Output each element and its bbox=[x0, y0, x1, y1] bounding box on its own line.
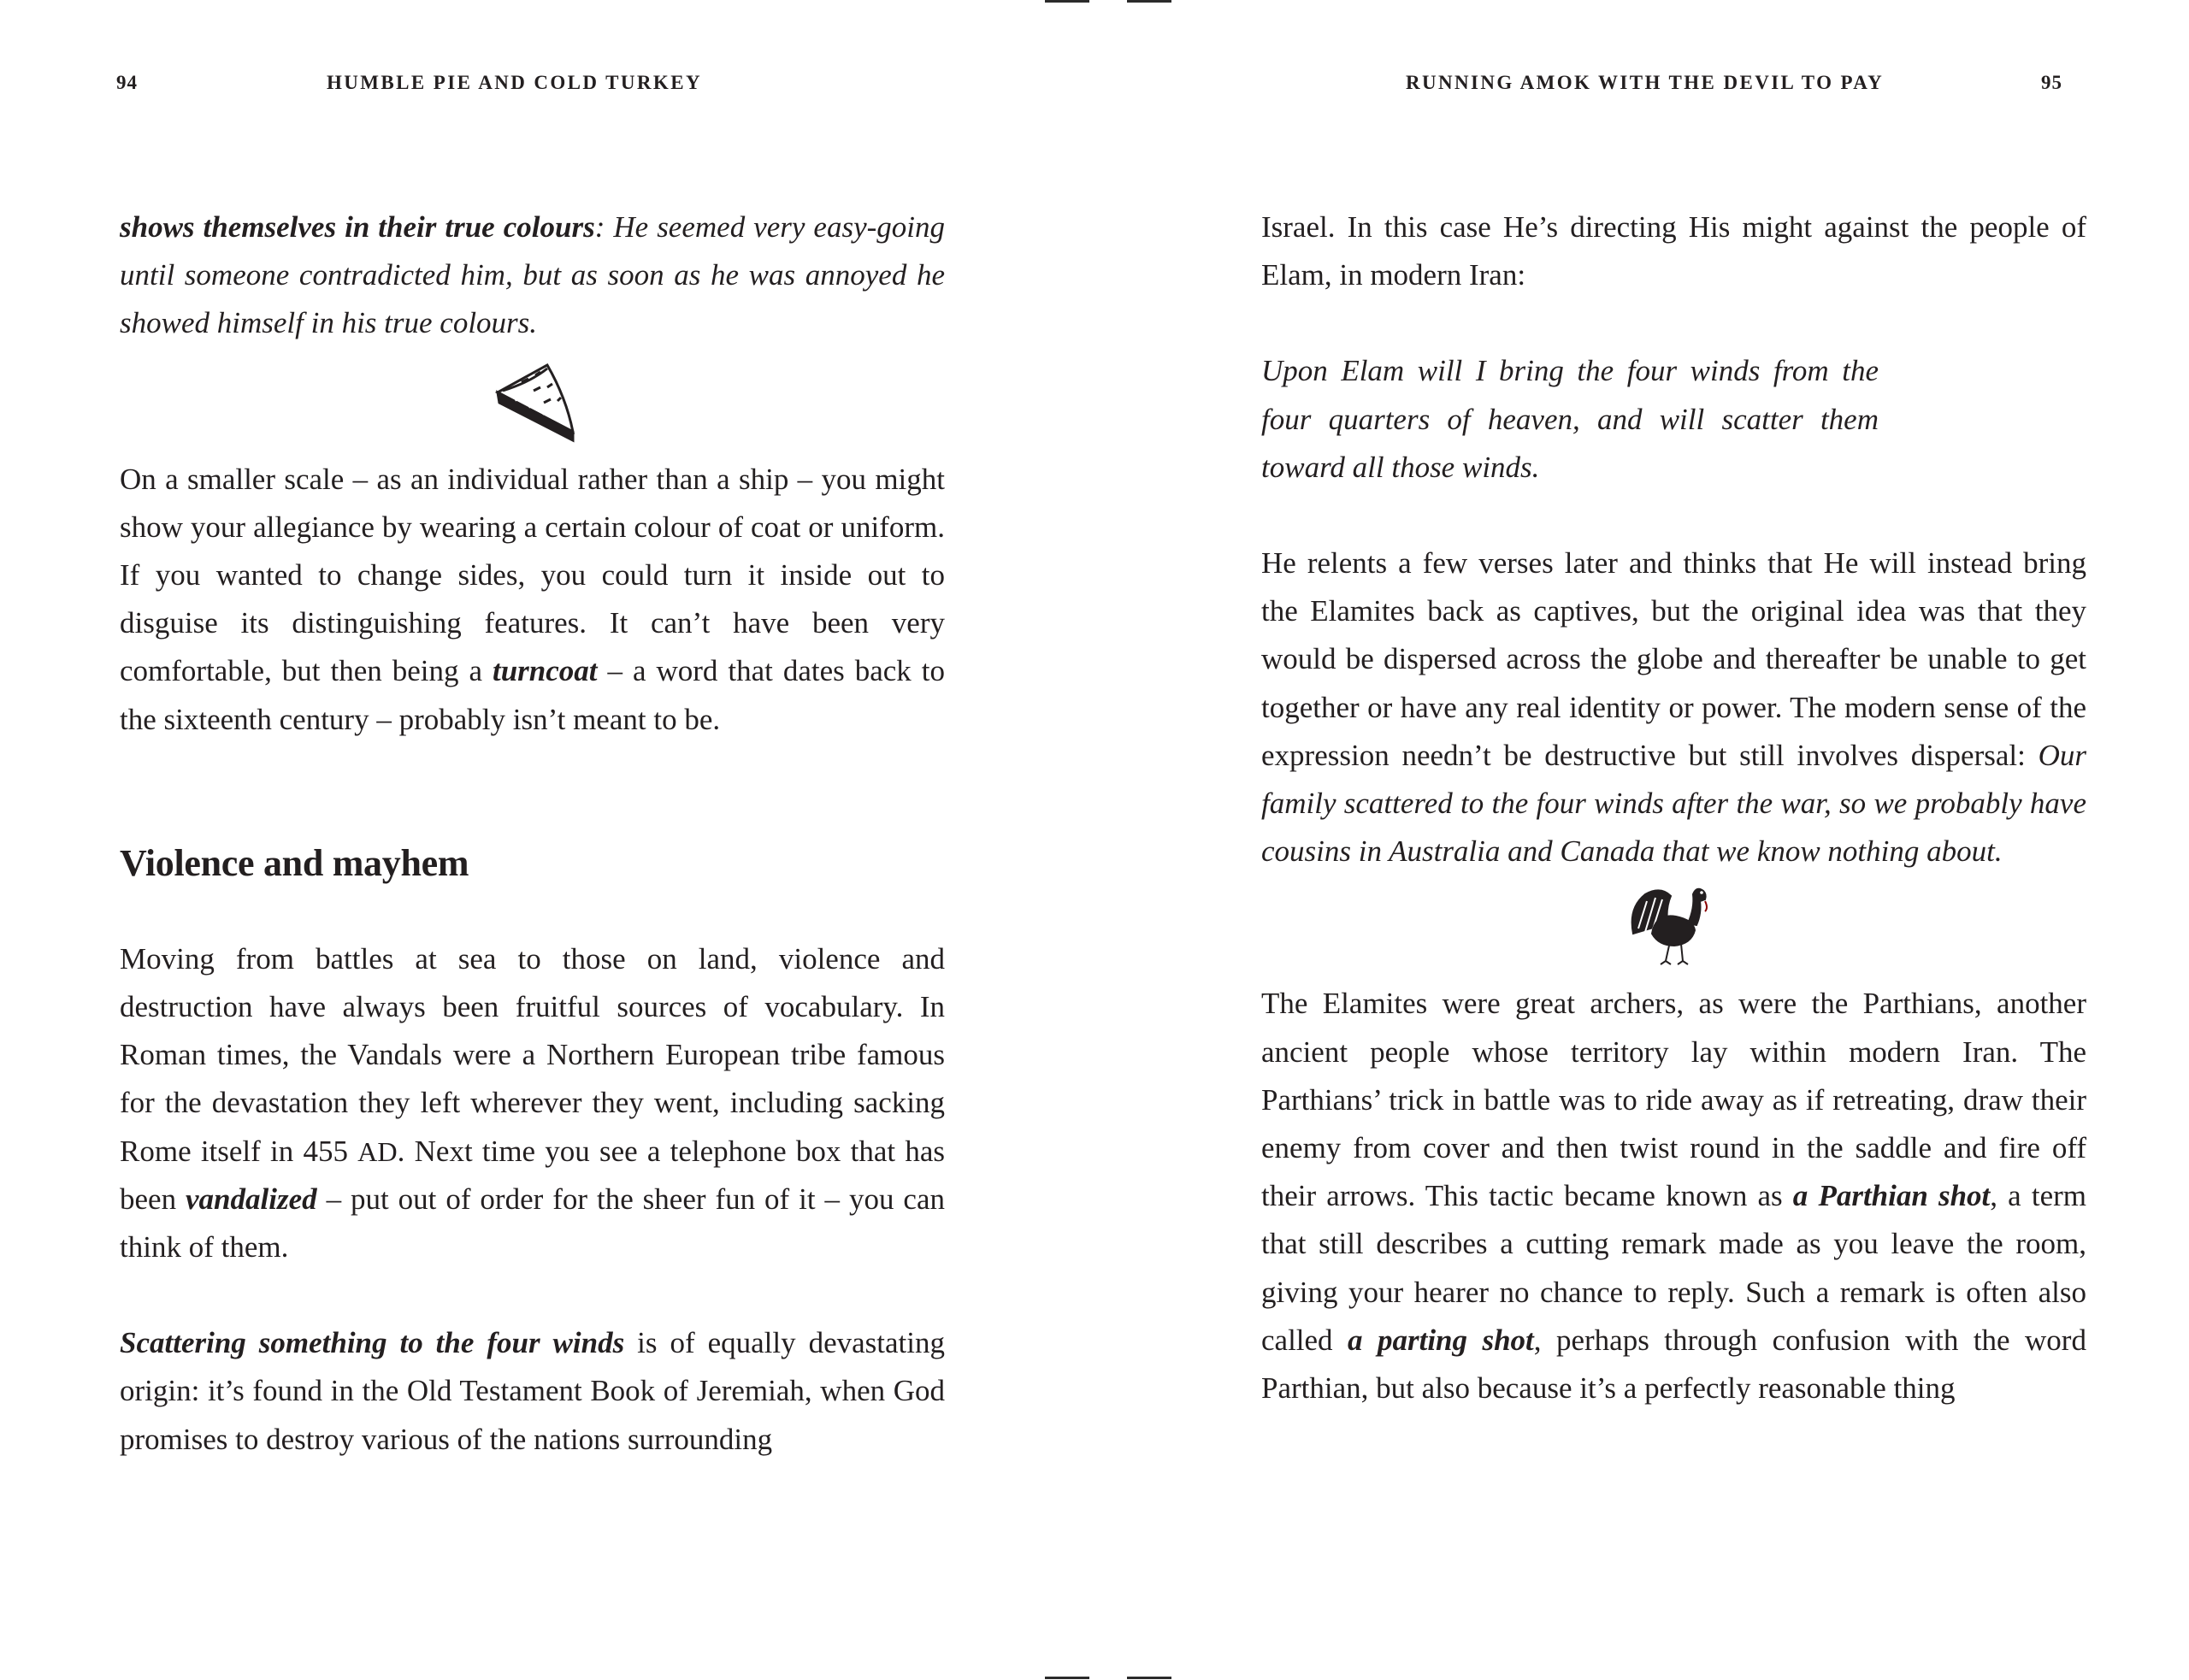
paragraph: shows themselves in their true colours: He seemed very easy-going until someone contradicted him, but as soon as he was annoyed he showed himself in his true colours. bbox=[120, 210, 946, 340]
paragraph: The Elamites were great archers, as were the Parthians, another ancient people whose territory lay within modern Iran. The Parthians’ trick in battle was to ride away as if retreating, draw their enemy from cover and then twist round in the saddle and fire off their arrows. This tactic became known as a Parthian shot, a term that still describes a cutting remark made as you leave the room, giving your hearer no chance to reply. Such a remark is often also called a parting shot, perhaps through confusion with the word Parthian, but also because it’s a perfectly reasonable thing bbox=[1261, 987, 2086, 1406]
term: a parting shot bbox=[1348, 1323, 1534, 1357]
paragraph: Scattering something to the four winds is of equally devastating origin: it’s found in the Old Testament Book of Jeremiah, when God promises to destroy various of the nations surrounding bbox=[120, 1326, 945, 1456]
body-text bbox=[120, 203, 945, 1464]
term: a Parthian shot bbox=[1792, 1179, 1991, 1213]
paragraph: Israel. In this case He’s directing His might against the people of Elam, in modern Iran: bbox=[1261, 210, 2086, 292]
body-text bbox=[1261, 203, 2086, 1412]
right-page bbox=[1094, 0, 2189, 1680]
example: Our family scattered to the four winds after the war, so we probably have cousins in Australia and Canada that we know nothing about. bbox=[1261, 738, 2086, 869]
term: Scattering something to the four winds bbox=[120, 1326, 625, 1360]
term: turncoat bbox=[492, 654, 598, 688]
pie-slice-icon bbox=[487, 357, 581, 451]
running-head: RUNNING AMOK WITH THE DEVIL TO PAY bbox=[1406, 72, 1885, 93]
paragraph: On a smaller scale – as an individual rather than a ship – you might show your allegiance by wearing a certain colour of coat or uniform. If you wanted to change sides, you could turn it inside out to disguise its distinguishing features. It can’t have been very comfortable, but then being a turncoat – a word that dates back to the sixteenth century – probably isn’t meant to be. bbox=[120, 462, 945, 736]
section-heading: Violence and mayhem bbox=[120, 841, 469, 884]
page-number: 94 bbox=[116, 72, 138, 93]
page-number: 95 bbox=[2041, 72, 2062, 93]
term: vandalized bbox=[186, 1182, 317, 1216]
paragraph: Moving from battles at sea to those on land, violence and destruction have always been fruitful sources of vocabulary. In Roman times, the Vandals were a Northern European tribe famous for the devastation they left wherever they went, including sacking Rome itself in 455 AD. Next time you see a telephone box that has been vandalized – put out of order for the sheer fun of it – you can think of them. bbox=[120, 941, 945, 1264]
block-quote: Upon Elam will I bring the four winds from the four quarters of heaven, and will scatter them toward all those winds. bbox=[1261, 354, 1879, 484]
paragraph: He relents a few verses later and thinks that He will instead bring the Elamites back as captives, but the original idea was that they would be dispersed across the globe and thereafter be unable to get together or have any real identity or power. The modern sense of the expression needn’t be destructive but still involves dispersal: Our family scattered to the four winds after the war, so we probably have cousins in Australia and Canada that we know nothing about. bbox=[1261, 546, 2086, 869]
turkey-icon bbox=[1626, 882, 1720, 968]
left-page bbox=[0, 0, 1094, 1680]
term: shows themselves in their true colours bbox=[120, 210, 595, 244]
running-head: HUMBLE PIE AND COLD TURKEY bbox=[327, 72, 702, 93]
